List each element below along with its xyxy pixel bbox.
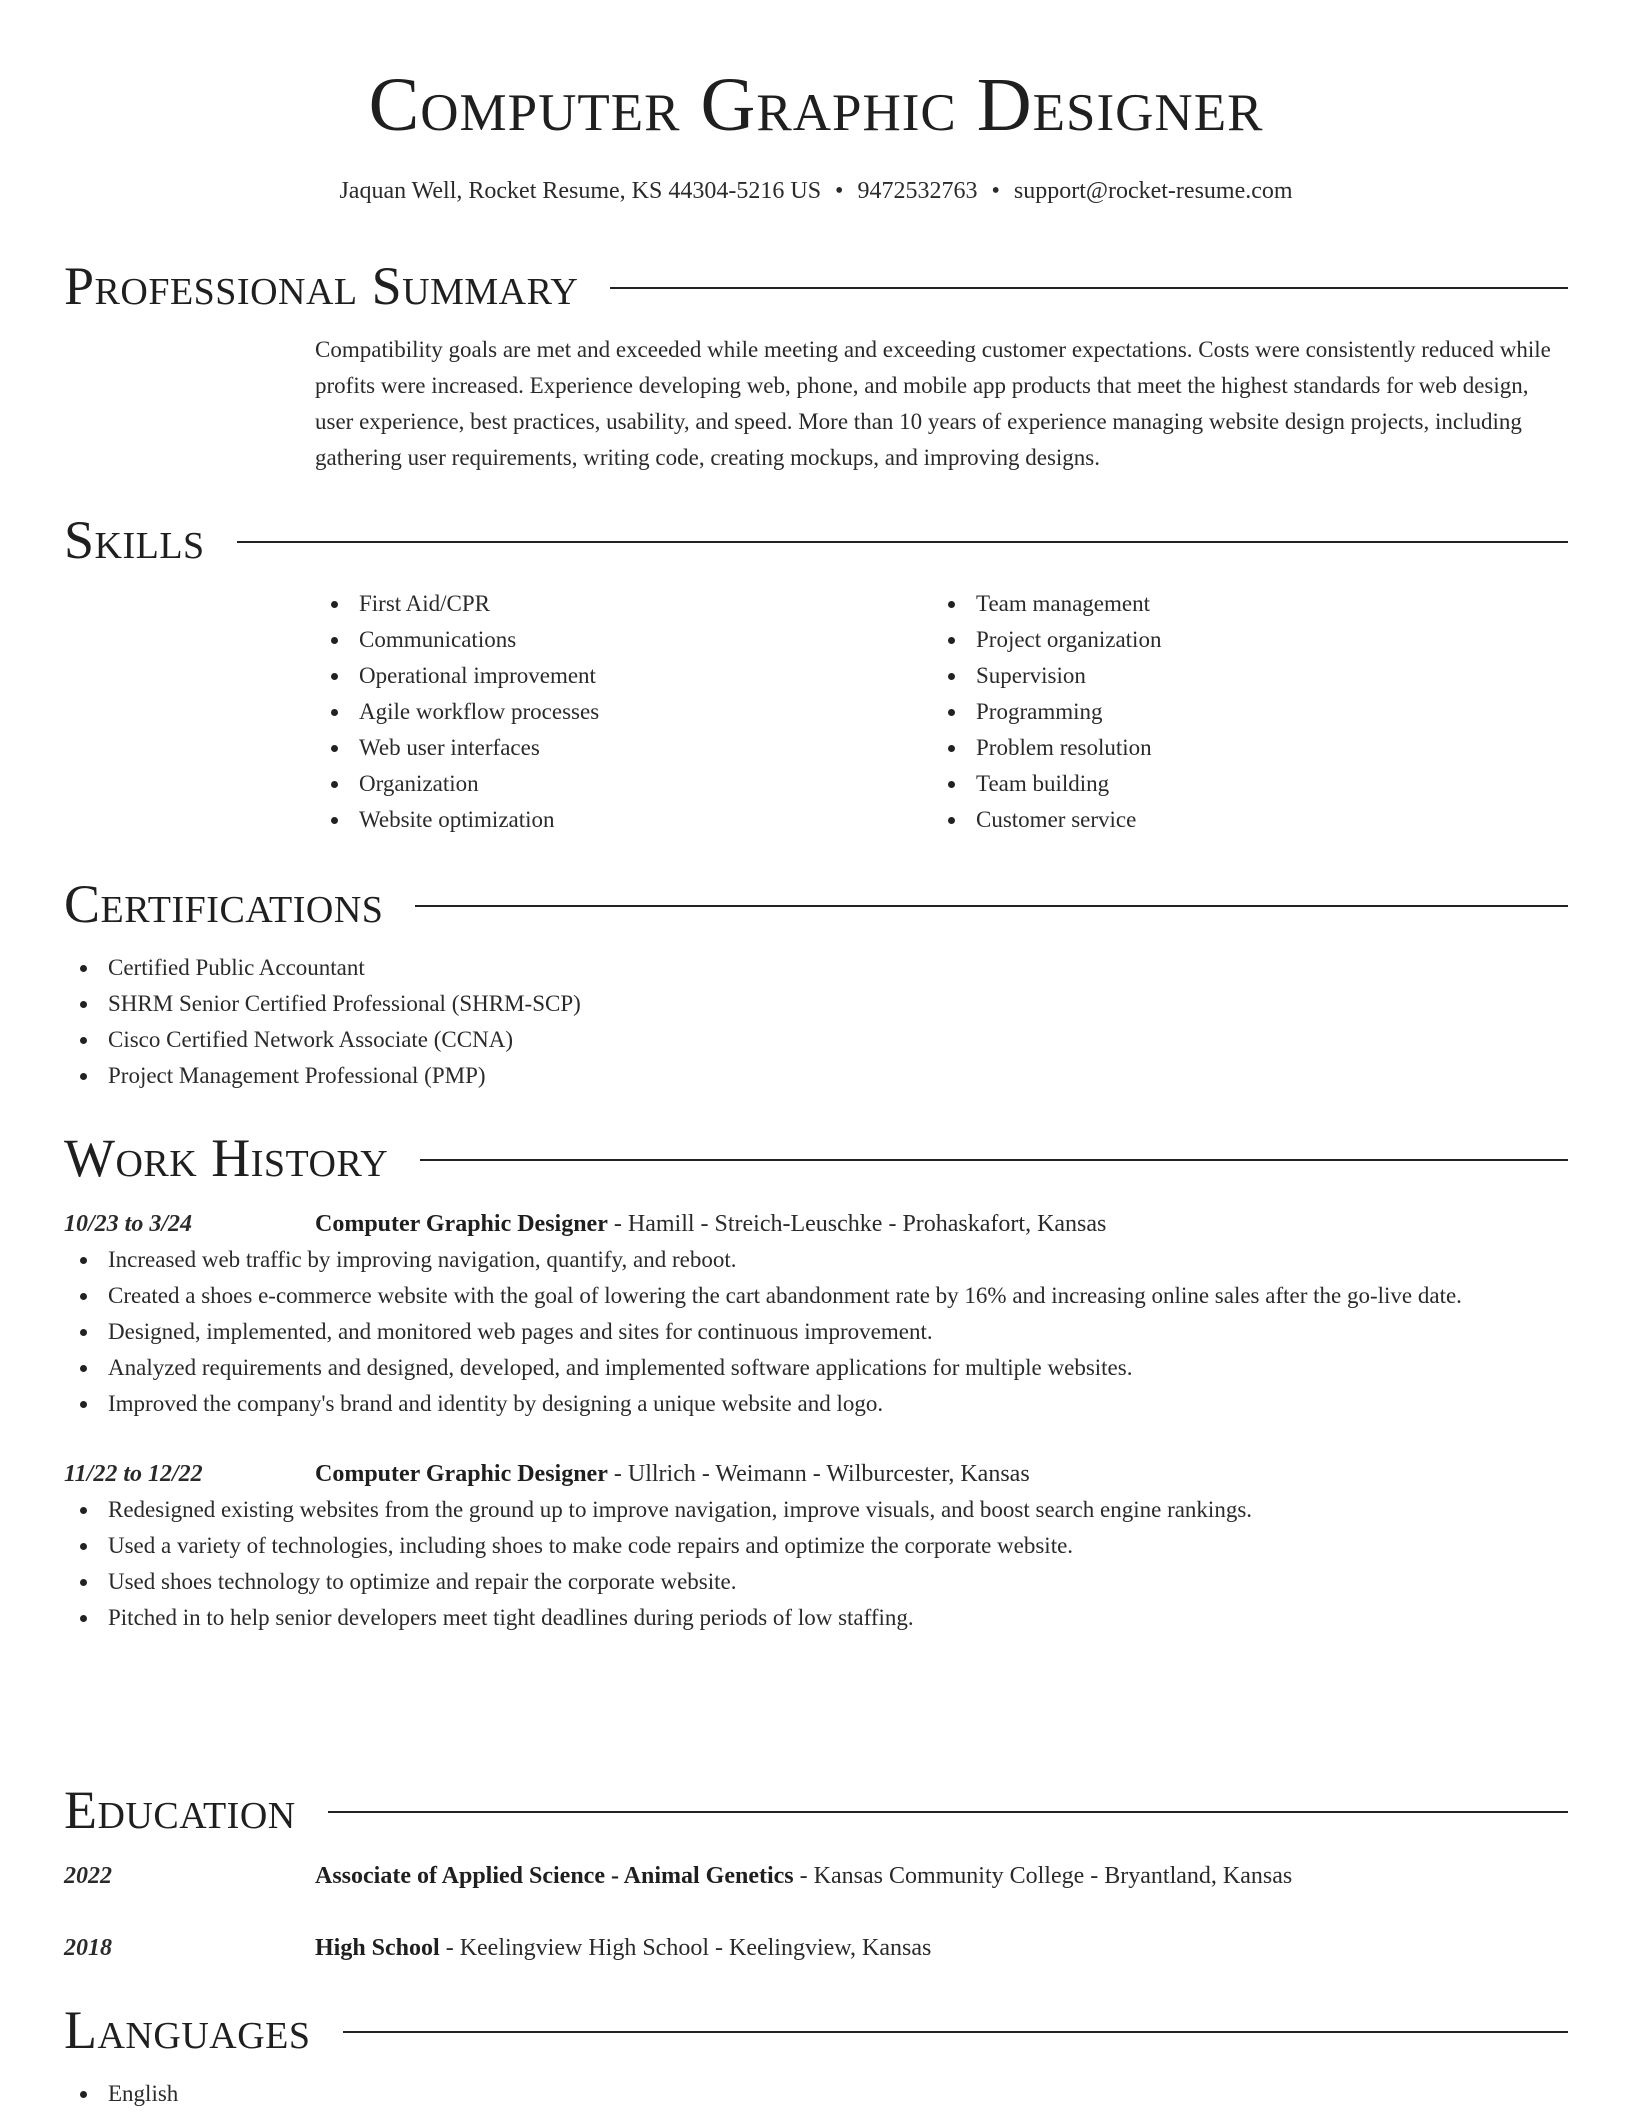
job-bullet: Used a variety of technologies, including shoes to make code repairs and optimize the corporate website.	[64, 1528, 1568, 1564]
job-bullet: Designed, implemented, and monitored web pages and sites for continuous improvement.	[64, 1314, 1568, 1350]
contact-line	[0, 174, 1632, 208]
skill-item: First Aid/CPR	[315, 586, 932, 622]
skill-item: Supervision	[932, 658, 1549, 694]
certification-item: Cisco Certified Network Associate (CCNA)	[64, 1022, 1568, 1058]
job-header	[64, 1206, 1568, 1242]
resume-name-title: Computer Graphic Designer	[368, 63, 1264, 147]
section-title-certifications: Certifications	[64, 874, 384, 934]
job-role: Computer Graphic Designer	[315, 1211, 608, 1237]
section-header	[64, 1126, 1568, 1190]
section-header	[64, 1778, 1568, 1842]
languages-list	[64, 2076, 1568, 2112]
section-divider	[610, 287, 1568, 289]
section-header	[64, 872, 1568, 936]
section-divider	[237, 541, 1568, 543]
section-title-languages: Languages	[64, 2000, 311, 2060]
contact-separator: •	[835, 178, 844, 204]
skill-item: Customer service	[932, 802, 1549, 838]
skill-item: Organization	[315, 766, 932, 802]
job-entry	[64, 1456, 1568, 1636]
skill-item: Problem resolution	[932, 730, 1549, 766]
section-certifications	[64, 872, 1568, 1094]
skill-item: Communications	[315, 622, 932, 658]
job-entry	[64, 1206, 1568, 1422]
job-bullet: Pitched in to help senior developers meet tight deadlines during periods of low staffing.	[64, 1600, 1568, 1636]
education-entry	[64, 1858, 1568, 1894]
skill-item: Team management	[932, 586, 1549, 622]
education-school: - Keelingview High School - Keelingview, Kansas	[439, 1935, 932, 1961]
language-item: English	[64, 2076, 1568, 2112]
education-year: 2022	[64, 1863, 112, 1889]
section-languages	[64, 1998, 1568, 2112]
education-row	[64, 1930, 1568, 1966]
job-bullet: Used shoes technology to optimize and repair the corporate website.	[64, 1564, 1568, 1600]
section-title-summary: Professional Summary	[64, 256, 579, 316]
job-header	[64, 1456, 1568, 1492]
section-header	[64, 1998, 1568, 2062]
certification-item: SHRM Senior Certified Professional (SHRM-SCP)	[64, 986, 1568, 1022]
skill-item: Website optimization	[315, 802, 932, 838]
job-bullets	[64, 1492, 1568, 1636]
contact-address: Jaquan Well, Rocket Resume, KS 44304-5216 US	[339, 178, 822, 204]
certification-item: Project Management Professional (PMP)	[64, 1058, 1568, 1094]
job-bullet: Increased web traffic by improving navigation, quantify, and reboot.	[64, 1242, 1568, 1278]
section-divider	[415, 905, 1568, 907]
certification-item: Certified Public Accountant	[64, 950, 1568, 986]
skill-item: Operational improvement	[315, 658, 932, 694]
job-dates: 11/22 to 12/22	[64, 1461, 203, 1487]
skills-columns	[315, 586, 1568, 838]
skills-column-left	[315, 586, 932, 838]
section-skills	[64, 508, 1568, 838]
skill-item: Agile workflow processes	[315, 694, 932, 730]
certifications-list	[64, 950, 1568, 1094]
job-bullet: Created a shoes e-commerce website with the goal of lowering the cart abandonment rate by 16% and increasing online sales after the go-live date.	[64, 1278, 1568, 1314]
job-company-location: - Ullrich - Weimann - Wilburcester, Kansas	[607, 1461, 1030, 1487]
section-divider	[420, 1159, 1568, 1161]
job-company-location: - Hamill - Streich-Leuschke - Prohaskafort, Kansas	[607, 1211, 1107, 1237]
section-work-history	[64, 1126, 1568, 1636]
education-row	[64, 1858, 1568, 1894]
job-dates: 10/23 to 3/24	[64, 1211, 193, 1237]
contact-email: support@rocket-resume.com	[1013, 178, 1293, 204]
education-degree: High School	[315, 1935, 440, 1961]
section-title-skills: Skills	[64, 510, 205, 570]
education-year: 2018	[64, 1935, 112, 1961]
section-header	[64, 254, 1568, 318]
job-role: Computer Graphic Designer	[315, 1461, 608, 1487]
education-entry	[64, 1930, 1568, 1966]
section-title-work-history: Work History	[64, 1128, 389, 1188]
section-title-education: Education	[64, 1780, 296, 1840]
education-school: - Kansas Community College - Bryantland, Kansas	[793, 1863, 1293, 1889]
section-divider	[328, 1811, 1568, 1813]
skill-item: Programming	[932, 694, 1549, 730]
job-bullets	[64, 1242, 1568, 1422]
job-bullet: Improved the company's brand and identity by designing a unique website and logo.	[64, 1386, 1568, 1422]
section-divider	[343, 2031, 1569, 2033]
skills-column-right	[932, 586, 1549, 838]
contact-separator: •	[991, 178, 1000, 204]
contact-phone: 9472532763	[857, 178, 978, 204]
skill-item: Team building	[932, 766, 1549, 802]
section-education	[64, 1778, 1568, 1966]
skill-item: Web user interfaces	[315, 730, 932, 766]
skill-item: Project organization	[932, 622, 1549, 658]
job-bullet: Redesigned existing websites from the ground up to improve navigation, improve visuals, and boost search engine rankings.	[64, 1492, 1568, 1528]
summary-text: Compatibility goals are met and exceeded while meeting and exceeding customer expectations. Costs were consistently reduced while profits were increased. Experience developing web, phone, and mobile app products that meet the highest standards for web design, user experience, best practices, usability, and speed. More than 10 years of experience managing website design projects, including gathering user requirements, writing code, creating mockups, and improving designs.	[315, 337, 1551, 470]
section-header	[64, 508, 1568, 572]
education-degree: Associate of Applied Science - Animal Genetics	[315, 1863, 794, 1889]
section-summary	[64, 254, 1568, 476]
job-bullet: Analyzed requirements and designed, developed, and implemented software applications for multiple websites.	[64, 1350, 1568, 1386]
